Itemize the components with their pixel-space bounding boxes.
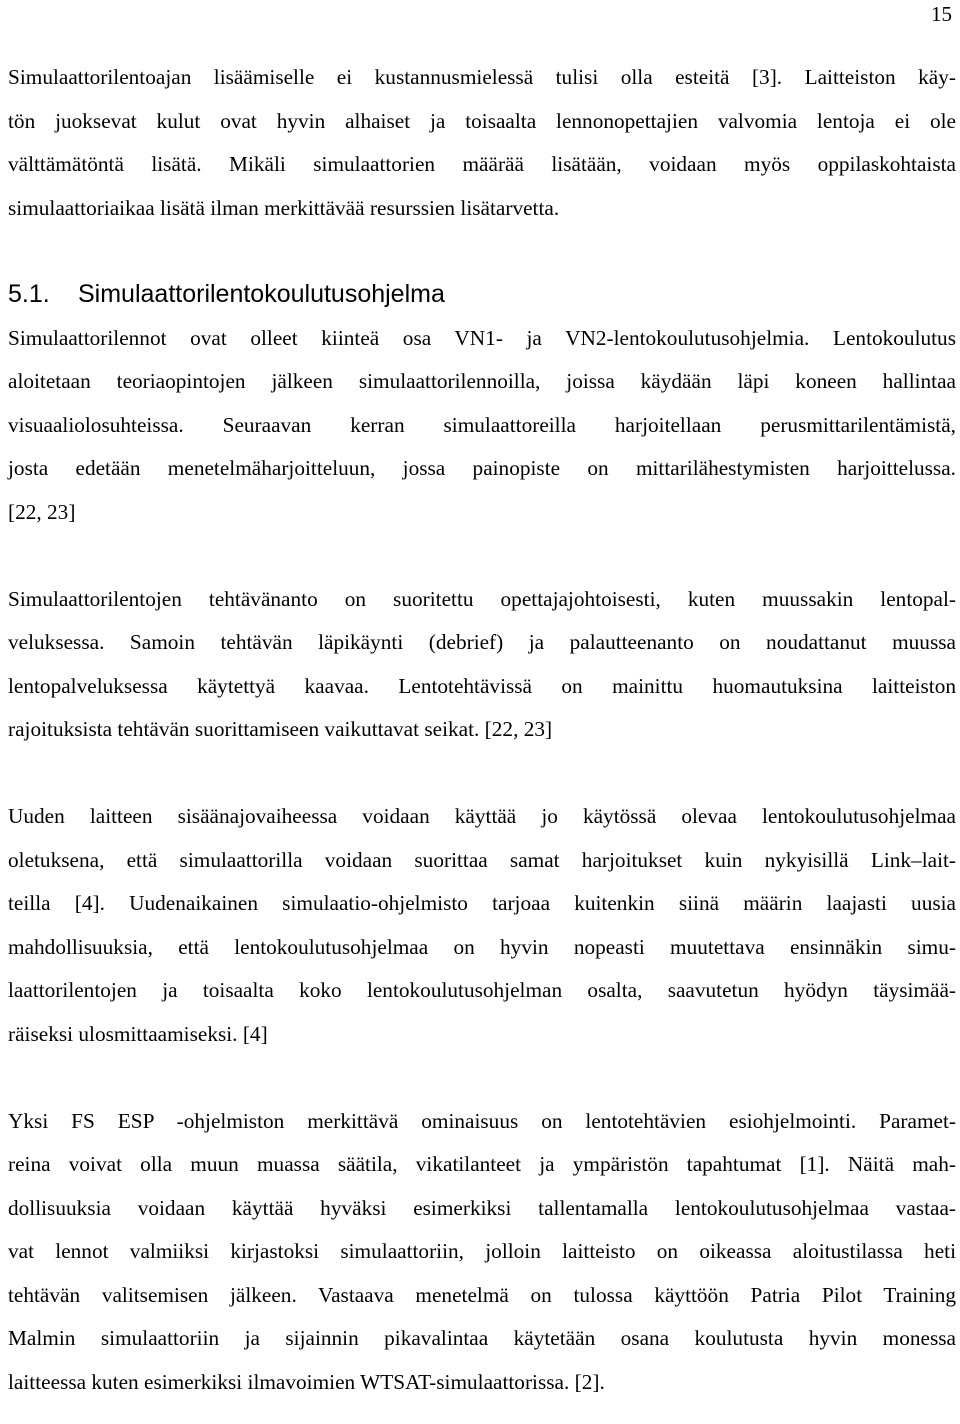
text-line: aloitetaan teoriaopintojen jälkeen simulaattorilennoilla, joissa käydään läpi koneen hallintaa xyxy=(8,369,956,393)
text-line: laitteessa kuten esimerkiksi ilmavoimien WTSAT-simulaattorissa. [2]. xyxy=(8,1369,605,1394)
text-line: lentopalveluksessa käytettyä kaavaa. Lentotehtävissä on mainittu huomautuksina laitteiston xyxy=(8,673,956,698)
page-number: 15 xyxy=(931,2,952,26)
paragraph xyxy=(8,795,956,1056)
text-line: tön juoksevat kulut ovat hyvin alhaiset ja toisaalta lennonopettajien valvomia lentoja ei ole xyxy=(8,108,956,133)
text-line: oletuksena, että simulaattorilla voidaan suorittaa samat harjoitukset kuin nykyisillä Link–lait- xyxy=(8,847,956,872)
text-line: Yksi FS ESP -ohjelmiston merkittävä ominaisuus on lentotehtävien esiohjelmointi. Paramet- xyxy=(8,1108,956,1133)
text-line: dollisuuksia voidaan käyttää hyväksi esimerkiksi tallentamalla lentokoulutusohjelmaa vastaa- xyxy=(8,1195,956,1220)
text-line: tehtävän valitsemisen jälkeen. Vastaava menetelmä on tulossa käyttöön Patria Pilot Training xyxy=(8,1282,956,1307)
text-line: laattorilentojen ja toisaalta koko lentokoulutusohjelman osalta, saavutetun hyödyn täysimää- xyxy=(8,978,956,1002)
text-line: Simulaattorilennot ovat olleet kiinteä osa VN1- ja VN2-lentokoulutusohjelmia. Lentokoulutus xyxy=(8,325,956,350)
text-line: vat lennot valmiiksi kirjastoksi simulaattoriin, jolloin laitteisto on oikeassa aloitustilassa heti xyxy=(8,1239,956,1263)
text-line: Simulaattorilentojen tehtävänanto on suoritettu opettajajohtoisesti, kuten muussakin lentopal- xyxy=(8,586,956,611)
section-number: 5.1. xyxy=(8,279,50,308)
text-line: välttämätöntä lisätä. Mikäli simulaattorien määrää lisätään, voidaan myös oppilaskohtaista xyxy=(8,152,956,176)
section-title: Simulaattorilentokoulutusohjelma xyxy=(78,279,445,308)
paragraph xyxy=(8,578,956,752)
text-line: teilla [4]. Uudenaikainen simulaatio-ohjelmisto tarjoaa kuitenkin siinä määrin laajasti uusia xyxy=(8,891,956,915)
text-line: simulaattoriaikaa lisätä ilman merkittävää resurssien lisätarvetta. xyxy=(8,195,560,220)
section-heading xyxy=(8,274,956,314)
text-line: Malmin simulaattoriin ja sijainnin pikavalintaa käytetään osana koulutusta hyvin monessa xyxy=(8,1326,956,1350)
paragraph xyxy=(8,317,956,535)
text-line: visuaaliolosuhteissa. Seuraavan kerran simulaattoreilla harjoitellaan perusmittarilentämistä, xyxy=(8,412,956,437)
text-line: Simulaattorilentoajan lisäämiselle ei kustannusmielessä tulisi olla esteitä [3]. Laitteiston käy- xyxy=(8,65,956,89)
text-line: mahdollisuuksia, että lentokoulutusohjelmaa on hyvin nopeasti muutettava ensinnäkin simu- xyxy=(8,934,956,959)
document-body xyxy=(8,56,956,1404)
text-line: [22, 23] xyxy=(8,499,76,524)
text-line: rajoituksista tehtävän suorittamiseen vaikuttavat seikat. [22, 23] xyxy=(8,717,553,741)
text-line: räiseksi ulosmittaamiseksi. [4] xyxy=(8,1021,268,1046)
text-line: Uuden laitteen sisäänajovaiheessa voidaan käyttää jo käytössä olevaa lentokoulutusohjelmaa xyxy=(8,804,956,828)
text-line: veluksessa. Samoin tehtävän läpikäynti (debrief) ja palautteenanto on noudattanut muussa xyxy=(8,630,956,654)
paragraph xyxy=(8,1100,956,1405)
text-line: reina voivat olla muun muassa säätila, vikatilanteet ja ympäristön tapahtumat [1]. Näitä mah- xyxy=(8,1152,956,1176)
text-line: josta edetään menetelmäharjoitteluun, jossa painopiste on mittarilähestymisten harjoittelussa. xyxy=(8,456,956,480)
intro-paragraph xyxy=(8,56,956,230)
